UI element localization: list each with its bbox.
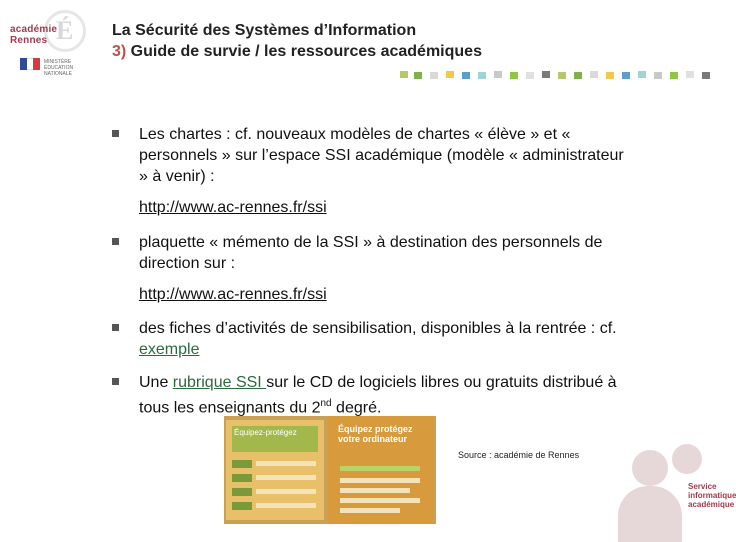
brochure-line: [340, 508, 400, 513]
ssi-link-2[interactable]: http://www.ac-rennes.fr/ssi: [139, 286, 327, 303]
section-number: 3): [112, 43, 127, 60]
rubrique-text-end: degré.: [331, 399, 382, 417]
brochure-line: [256, 475, 316, 480]
brochure-line: [340, 478, 420, 483]
color-square: [446, 71, 454, 78]
color-square: [606, 72, 614, 79]
slide-title: [112, 20, 482, 62]
brochure-right-heading: Équipez protégez votre ordinateur: [338, 424, 413, 444]
color-square: [414, 72, 422, 79]
logo-word-rennes: Rennes: [10, 35, 48, 46]
flag-icon: [20, 58, 40, 70]
brochure-line: [256, 489, 316, 494]
color-square: [430, 72, 438, 79]
brochure-left-heading: Équipez-protégez: [232, 426, 318, 452]
ssi-link-1[interactable]: http://www.ac-rennes.fr/ssi: [139, 199, 327, 216]
rubrique-text-after: sur le CD de logiciels libres ou gratuits distribué à tous les enseignants du 2: [139, 374, 617, 417]
brochure-left-page: [226, 420, 324, 520]
color-square: [638, 71, 646, 78]
brochure-line: [256, 461, 316, 466]
brochure-image: [224, 416, 436, 524]
color-square: [670, 72, 678, 79]
brochure-block: [232, 460, 252, 468]
title-line-2: [112, 41, 482, 62]
brochure-right-page: [328, 416, 434, 524]
chartes-text: Les chartes : cf. nouveaux modèles de chartes « élève » et « personnels » sur l’espace SSI académique (modèle « administrateur » à venir) :: [139, 126, 624, 185]
color-square: [510, 72, 518, 79]
source-caption: Source : académie de Rennes: [458, 450, 580, 460]
brochure-line: [340, 466, 420, 471]
section-title: Guide de survie / les ressources académiques: [126, 43, 482, 60]
color-square: [400, 71, 408, 78]
bullet-square-icon: [112, 238, 119, 245]
brochure-line: [340, 488, 410, 493]
person-body-graphic: [618, 486, 682, 542]
corner-illustration: [612, 430, 736, 540]
color-square: [590, 71, 598, 78]
color-square: [478, 72, 486, 79]
color-square: [462, 72, 470, 79]
brochure-block: [232, 488, 252, 496]
service-label: Service informatique académique: [688, 482, 736, 509]
color-square: [574, 72, 582, 79]
color-square: [526, 72, 534, 79]
color-square: [654, 72, 662, 79]
bullet-text: [139, 318, 629, 360]
rubrique-sup: nd: [320, 398, 332, 409]
bullet-square-icon: [112, 130, 119, 137]
logo-tagline: MINISTÈRE ÉDUCATION NATIONALE: [44, 59, 74, 77]
brochure-block: [232, 502, 252, 510]
person-head-graphic: [632, 450, 668, 486]
exemple-link[interactable]: exemple: [139, 341, 200, 358]
academie-rennes-logo: [8, 10, 88, 77]
bullet-text: [139, 124, 629, 218]
bullet-square-icon: [112, 324, 119, 331]
brochure-block: [232, 474, 252, 482]
bullet-square-icon: [112, 378, 119, 385]
color-square: [702, 72, 710, 79]
color-square: [542, 71, 550, 78]
title-line-1: La Sécurité des Systèmes d’Information: [112, 22, 417, 39]
decorative-squares-band: [0, 71, 720, 79]
color-square: [686, 71, 694, 78]
logo-letter: É: [56, 16, 74, 45]
bullet-text: [139, 372, 629, 418]
bullet-text: [139, 232, 629, 305]
rubrique-text-before: Une: [139, 374, 173, 391]
logo-word-academie: académie: [10, 24, 58, 35]
color-square: [622, 72, 630, 79]
person-head-graphic-2: [672, 444, 702, 474]
plaquette-text: plaquette « mémento de la SSI » à destination des personnels de direction sur :: [139, 234, 603, 272]
brochure-line: [340, 498, 420, 503]
color-square: [494, 71, 502, 78]
brochure-line: [256, 503, 316, 508]
color-square: [558, 72, 566, 79]
fiches-text: des fiches d’activités de sensibilisation, disponibles à la rentrée : cf.: [139, 320, 617, 337]
rubrique-ssi-link[interactable]: rubrique SSI: [172, 374, 267, 391]
